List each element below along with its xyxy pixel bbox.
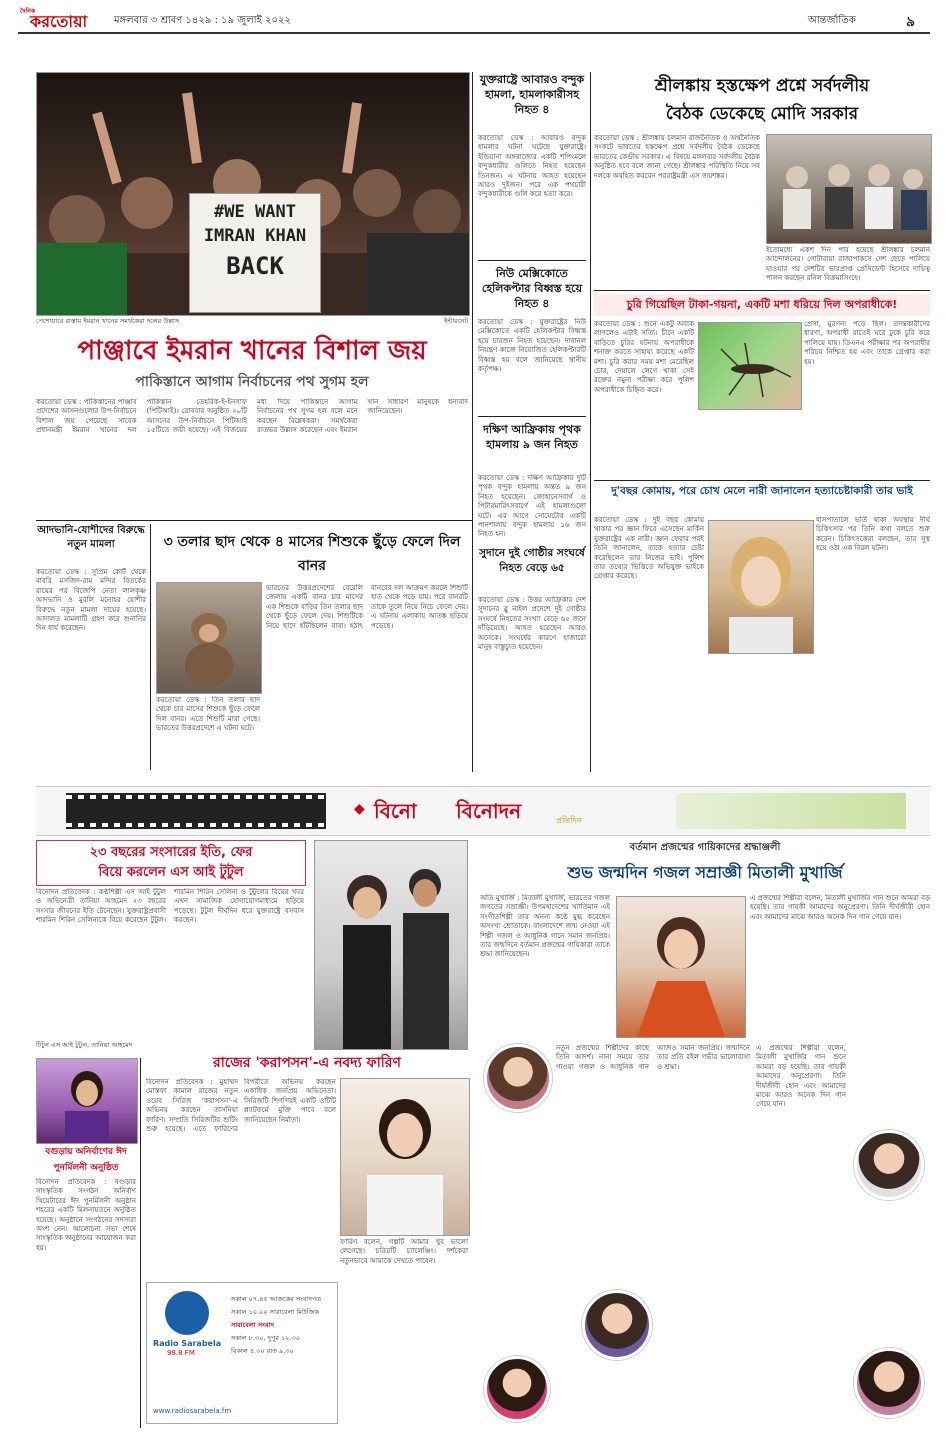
radio-schedule xyxy=(231,1293,335,1358)
section-name: আন্তর্জাতিক xyxy=(808,15,856,26)
singer-avatar xyxy=(484,1044,552,1112)
faring-body: বিনোদন প্রতিবেদক : মুহাম্মদ মোস্তফা কামাল রাজের নতুন ওয়েব সিরিজ 'করাপসন'-এ অভিনয় করছেন তাসনিয়া ফারিণ। সম্প্রতি সিরিজটির শুটিং শুরু হয়েছে। এতে ফারিণের বিপরীতে অভিনয় করছেন একাধিক জনপ্রিয় অভিনেতা। সিরিজটি শিগগিরই একটি ওটিটি প্ল্যাটফর্মে মুক্তি পাবে বলে জানিয়েছেন নির্মাতা। xyxy=(146,1078,336,1134)
radio-schedule-line: সকাল ৮.৩০, দুপুর ১২.৩০ xyxy=(231,1334,300,1342)
us-shooting-headline: যুক্তরাষ্ট্রে আবারও বন্দুক হামলা, হামলাকারীসহ নিহত ৪ xyxy=(479,73,585,116)
masthead xyxy=(18,8,930,30)
tutul-photo-caption: টিটুন এস আই টুটুল, তানিয়া আহমেদ xyxy=(36,1041,133,1049)
mitali-body-right: এ প্রজন্মের শিল্পীরা বলেন, মিতালী মুখার্জির গান শুনে আমরা বড় হয়েছি। তার গায়কী আমাদের অনুপ্রেরণা। তিনি দীর্ঘজীবী হোন এবং আমাদের মাঝে আরও অনেক দিন গান গেয়ে যান। xyxy=(756,1044,846,1109)
radio-schedule-line: সকাল ১০.০০ সারাবেলা মিউজিক xyxy=(231,1308,320,1316)
radio-logo-icon xyxy=(165,1291,209,1335)
mexico-headline: নিউ মেক্সিকোতে হেলিকপ্টার বিধ্বস্ত হয়ে নিহত ৪ xyxy=(481,267,583,310)
tutul-body: বিনোদন প্রতিবেদক : কণ্ঠশিল্পী এস আই টুটুল ও অভিনেত্রী তানিয়া আহমেদ ২৩ বছরের সংসার জীবনের ইতি টেনেছেন। যুক্তরাষ্ট্রপ্রবাসী শারমিন শিরিন সেলিনাকে বিয়ে করেছেন টুটুল। শারমিন শিরিন সেলিনা ও টুটুলের বিয়ের খবর এখন সামাজিক যোগাযোগমাধ্যমে ছড়িয়ে পড়েছে। টুটুল দীর্ঘদিন ধরে যুক্তরাষ্ট্রে বসবাস করছেন। xyxy=(36,888,304,925)
radio-ad xyxy=(146,1282,338,1424)
sign-line-1: #WE WANT xyxy=(214,202,296,222)
masthead-rule xyxy=(18,32,930,34)
singer-avatar xyxy=(582,1290,652,1360)
mosquito-body-continued: প্রেসা, মুরগন্য পড়ে ছিল। তদন্তকারীদের ধারণা, অপরাধী রাতেই ঘরে ঢুকে চুরি করে পালিয়ে যায়। ডিএনএ পরীক্ষার পর অপরাধীর পরিচয় নিশ্চিত হয় এবং তাকে গ্রেপ্তার করা হয়। xyxy=(804,320,930,366)
radio-schedule-line: সকাল ০৭.৪৫ আজকের সংবাদপত্র xyxy=(231,1295,322,1303)
mitali-portrait-illustration xyxy=(617,897,745,1037)
singer-avatar xyxy=(854,1130,924,1200)
monkey-body: ভারতের উত্তরপ্রদেশের বেরেলি জেলায় একটি বানর চার মাসের এক শিশুকে বাড়ির তিন তলার ছাদ থেকে ছুঁড়ে ফেলে দেয়। শিশুটিকে নিয়ে ছাদে হাঁটছিলেন বাবা। হঠাৎ বানরের দল আক্রমণ করলে শিশুটি হাত থেকে পড়ে যায়। পরে বানরটি তাকে তুলে নিয়ে নিচে ফেলে দেয়। এ ঘটনায় এলাকায় আতঙ্ক ছড়িয়ে পড়েছে। xyxy=(266,584,468,630)
divider xyxy=(594,480,930,481)
srilanka-headline-line-1: শ্রীলঙ্কায় হস্তক্ষেপ প্রশ্নে সর্বদলীয় xyxy=(654,76,870,96)
date-line: মঙ্গলবার ৩ শ্রাবণ ১৪২৯ : ১৯ জুলাই ২০২২ xyxy=(114,15,291,26)
mitali-body: অতি মুখার্জি : মিতালী মুখার্জি, ভারতের গজল জগতের সম্রাজ্ঞী। উপমহাদেশের খ্যাতিমান এই সংগীতশিল্পী তার অনন্য কণ্ঠে মুগ্ধ করেছেন অসংখ্য শ্রোতাকে। বাংলাদেশে জন্ম নেওয়া এই শিল্পী গজল ও আধুনিক গানে সমান জনপ্রিয়। তার জন্মদিনে বর্তমান প্রজন্মের গায়িকারা তাকে শ্রদ্ধা জানিয়েছেন। xyxy=(480,894,610,959)
srilanka-meeting-photo xyxy=(766,134,932,244)
mitali-body-continued: এ প্রজন্মের শিল্পীরা বলেন, মিতালী মুখার্জির গান শুনে আমরা বড় হয়েছি। তার গায়কী আমাদের অনুপ্রেরণা। তিনি দীর্ঘজীবী হোন এবং আমাদের মাঝে আরও অনেক দিন গান গেয়ে যান। xyxy=(750,894,930,921)
monkey-caption: করতোয়া ডেস্ক : তিন তলার ছাদ থেকে চার মাসের শিশুকে ছুঁড়ে ফেলে দিল বানর। এতে শিশুটি মারা গেছে। ভারতের উত্তরপ্রদেশে এ ঘটনা ঘটে। xyxy=(156,696,260,733)
mitali-photo xyxy=(616,896,746,1038)
tutul-portrait-photo xyxy=(314,840,468,1050)
film-strip-left xyxy=(66,793,326,829)
monkey-photo xyxy=(156,582,262,694)
imran-headline: পাঞ্জাবে ইমরান খানের বিশাল জয় xyxy=(77,336,427,366)
faring-portrait-illustration xyxy=(341,1079,469,1235)
coma-body: করতোয়া ডেস্ক : দুই বছর কোমায় থাকার পর জ্ঞান ফিরে এসেছেন মার্কিন যুক্তরাষ্ট্রের এক নারী। জ্ঞান ফেরার পরই তিনি জানালেন, তাকে হত্যার চেষ্টা করেছিলেন তার নিজের ভাই। পুলিশ তার তথ্যের ভিত্তিতে অভিযুক্ত ভাইকে গ্রেপ্তার করেছে। xyxy=(594,516,704,581)
column-divider xyxy=(150,524,151,770)
faring-headline: রাজের 'করাপসন'-এ নবদ্য ফারিণ xyxy=(213,1055,401,1071)
bogura-singer-photo xyxy=(36,1058,138,1144)
mosquito-icon xyxy=(699,323,801,409)
mosquito-headline: চুরি গিয়েছিল টাকা-গয়না, একটি মশা ধরিয়ে দিল অপরাধীকে! xyxy=(594,294,930,316)
radio-schedule-line: সারাবেলা সংবাদ xyxy=(231,1321,274,1329)
divider xyxy=(594,290,930,291)
radio-schedule-line: বিকাল ৪.৩০ রাত ৯.৩০ xyxy=(231,1347,294,1355)
imran-subheadline: পাকিস্তানে আগাম নির্বাচনের পথ সুগম হল xyxy=(135,374,369,390)
sign-line-2: IMRAN KHAN xyxy=(203,226,307,246)
column-divider xyxy=(590,72,591,772)
mitali-kicker: বর্তমান প্রজন্মের গায়িকাদের শ্রদ্ধাঞ্জলী xyxy=(629,842,781,853)
photo-credit: ইন্টারনেট xyxy=(444,317,468,325)
couple-portrait-illustration xyxy=(315,841,467,1049)
srilanka-body: করতোয়া ডেস্ক : শ্রীলঙ্কায় চলমান রাজনৈতিক ও অর্থনৈতিক সংকটে ভারতের হস্তক্ষেপ প্রশ্নে সর্বদলীয় বৈঠক ডেকেছে ভারতের কেন্দ্রীয় সরকার। এ বিষয়ে মঙ্গলবার সর্বদলীয় বৈঠক অনুষ্ঠিত হবে বলে জানা গেছে। শ্রীলঙ্কার পরিস্থিতি নিয়ে সব দলকে অবহিত করবেন পররাষ্ট্রমন্ত্রী এস জয়শঙ্কর। xyxy=(594,134,760,180)
radio-url: www.radiosarabela.fm xyxy=(153,1407,232,1415)
monkey-illustration xyxy=(157,583,261,693)
tutul-headline-line-2: বিয়ে করলেন এস আই টুটুল xyxy=(98,865,244,880)
radio-name: Radio Sarabela xyxy=(153,1339,222,1348)
banner-star-icon: ◆ xyxy=(354,801,365,817)
protest-photo xyxy=(36,72,470,316)
divider xyxy=(478,260,586,261)
column-divider xyxy=(472,72,473,772)
tutul-headline-line-1: ২৩ বছরের সংসারের ইতি, ফের xyxy=(89,845,253,860)
south-africa-body: করতোয়া ডেস্ক : দক্ষিণ আফ্রিকায় দুটি পৃথক বন্দুক হামলায় অন্তত ৯ জন নিহত হয়েছেন। জোহানেসবার্গ ও পিটারমারিৎসবার্গে এই হামলাগুলো ঘটে। এর আগে সোয়েটোর একটি পানশালায় বন্দুক হামলায় ১৬ জন নিহত হন। xyxy=(478,474,586,538)
radio-frequency: 98.8 FM xyxy=(167,1349,195,1357)
singer-illustration xyxy=(37,1059,137,1143)
singer-avatar xyxy=(854,1348,924,1418)
divider xyxy=(478,416,586,417)
sudan-body: করতোয়া ডেস্ক : উত্তর আফ্রিকার দেশ সুদানের ব্লু নাইল প্রদেশে দুই গোষ্ঠীর সংঘর্ষে নিহতের সংখ্যা বেড়ে ৬৫ জনে দাঁড়িয়েছে। আহত হয়েছেন আরও অনেকে। সংঘর্ষের কারণে হাজারো মানুষ বাস্তুচ্যুত হয়েছেন। xyxy=(478,596,586,652)
meeting-illustration xyxy=(767,135,931,243)
imran-body: করতোয়া ডেস্ক : পাকিস্তানের পাঞ্জাব প্রদেশের আসনগুলোর উপ-নির্বাচনে বিশাল জয় পেয়েছে সাবেক প্রধানমন্ত্রী ইমরান খানের দল পাকিস্তান তেহরিক-ই-ইনসাফ (পিটিআই)। রোববার অনুষ্ঠিত ২০টি আসনের উপ-নির্বাচনে পিটিআই ১৫টিতে জয়ী হয়েছে। এই বিজয়ের মধ্য দিয়ে পাকিস্তানে আগাম নির্বাচনের পথ সুগম হল বলে মনে করছেন বিশ্লেষকরা। সমর্থকেরা রাতভর উল্লাস করেছেন এবং ইমরান খান সাধারণ মানুষকে ধন্যবাদ জানিয়েছেন। xyxy=(36,398,468,435)
adivasi-headline: আদভানি-যোশীদের বিরুদ্ধে নতুন মামলা xyxy=(37,525,145,550)
bogura-headline: বগুড়ায় অনির্বাণের ঈদ পুনর্মিলনী অনুষ্ঠিত xyxy=(45,1147,127,1173)
mosquito-photo xyxy=(698,322,802,410)
divider xyxy=(36,520,472,521)
page-number: ৯ xyxy=(906,14,916,30)
bogura-body: বিনোদন প্রতিবেদক : বগুড়ার সাংস্কৃতিক সংগঠন অনির্বাণ থিয়েটারের ঈদ পুনর্মিলনী অনুষ্ঠান শহরের একটি মিলনায়তনে অনুষ্ঠিত হয়েছে। অনুষ্ঠানে সংগঠনের সদস্যরা অংশ নেন। আলোচনা সভা শেষে সাংস্কৃতিক অনুষ্ঠানের আয়োজন করা হয়। xyxy=(36,1178,136,1252)
adivasi-body: করতোয়া ডেস্ক : সুপ্রিম কোর্ট থেকে বাবরি মসজিদ-রাম মন্দির বিতর্কের রায়ের পর বিজেপি নেতা লালকৃষ্ণ আদভানি ও মুরলি মনোহর যোশীর বিরুদ্ধে নতুন মামলা দায়ের হয়েছে। আদালত মামলাটি গ্রহণ করে শুনানির দিন ধার্য করেছেন। xyxy=(36,568,146,633)
logo xyxy=(18,8,100,30)
entertainment-banner xyxy=(36,786,930,836)
srilanka-headline xyxy=(594,72,930,130)
monkey-headline: ৩ তলার ছাদ থেকে ৪ মাসের শিশুকে ছুঁড়ে ফেলে দিল বানর xyxy=(163,534,461,574)
faring-photo xyxy=(340,1078,470,1236)
mitali-body-detail: নতুন প্রজন্মের শিল্পীদের কাছে তিনি আদর্শ। নানা সময়ে তার গাওয়া গজল ও আধুনিক গান আজও সমান জনপ্রিয়। জন্মদিনে তার প্রতি রইল গভীর ভালোবাসা ও শ্রদ্ধা। xyxy=(556,1044,750,1071)
banner-subtitle: প্রতিদিন xyxy=(556,816,582,825)
mosquito-body: করতোয়া ডেস্ক : শুনে একটু অবাক লাগলেও এটাই সত্যি। চীনে একটি বাড়িতে চুরির ঘটনায় অপরাধীকে শনাক্ত করতে সাহায্য করেছে একটি মশা। চুরি করার সময় মশা মেরেছিল চোর, দেয়ালে লেগে থাকা সেই রক্তের নমুনা পরীক্ষা করে পুলিশ অপরাধীকে চিহ্নিত করে। xyxy=(594,320,694,394)
logo-top: দৈনিক xyxy=(20,8,36,15)
mitali-headline: শুভ জন্মদিন গজল সম্রাজ্ঞী মিতালী মুখার্জি xyxy=(567,863,843,882)
south-africa-headline: দক্ষিণ আফ্রিকায় পৃথক হামলায় ৯ জন নিহত xyxy=(483,423,581,451)
us-shooting-body: করতোয়া ডেস্ক : আবারও বন্দুক হামলার ঘটনা ঘটেছে যুক্তরাষ্ট্রে। ইন্ডিয়ানা অঙ্গরাজ্যের একটি শপিংমলে বন্দুকধারীর গুলিতে নিহত হয়েছেন তিনজন। এ ঘটনায় আহত হয়েছেন আরও দুইজন। পরে এক পথচারী বন্দুকধারীকে গুলি করে হত্যা করে। xyxy=(478,134,586,199)
coma-headline: দু'বছর কোমায়, পরে চোখ মেলে নারী জানালেন হত্যাচেষ্টাকারী তার ভাই xyxy=(611,485,913,497)
sudan-headline: সুদানে দুই গোষ্ঠীর সংঘর্ষে নিহত বেড়ে ৬৫ xyxy=(479,547,585,574)
faring-body-continued: ফারিণ বলেন, গল্পটি আমার খুব ভালো লেগেছে। চরিত্রটি চ্যালেঞ্জিং। দর্শকেরা নতুনভাবে আমাকে দেখতে পাবেন। xyxy=(340,1238,468,1265)
logo-text: করতোয়া xyxy=(30,12,88,31)
banner-title-left: বিনো xyxy=(374,799,417,823)
protest-sign xyxy=(189,193,321,313)
coma-body-continued: হাসপাতালে ভর্তি থাকা অবস্থায় দীর্ঘ চিকিৎসার পর তিনি কথা বলতে শুরু করেন। চিকিৎসকেরা বলছেন, তার সুস্থ হয়ে ওঠা এক বিরল ঘটনা। xyxy=(816,516,930,553)
column-divider xyxy=(140,1058,141,1428)
srilanka-headline-line-2: বৈঠক ডেকেছে মোদি সরকার xyxy=(665,104,859,124)
woman-portrait-illustration xyxy=(709,521,813,653)
film-strip-right xyxy=(676,793,906,829)
banner-title-right: বিনোদন xyxy=(456,799,522,823)
singer-avatar xyxy=(484,1356,550,1422)
photo-caption: পেশোয়ারে রাস্তায় ইমরান খানের সমর্থকেরা দলের উল্লাস xyxy=(36,317,180,325)
mexico-body: করতোয়া ডেস্ক : যুক্তরাষ্ট্রের নিউ মেক্সিকোতে একটি হেলিকপ্টার বিধ্বস্ত হয়ে চারজন নিহত হয়েছেন। দাবানল নিয়ন্ত্রণ কাজে নিয়োজিত হেলিকপ্টারটি বিধ্বস্ত হয় বলে জানিয়েছে স্থানীয় কর্তৃপক্ষ। xyxy=(478,318,586,374)
coma-woman-photo xyxy=(708,520,814,654)
sign-line-3: BACK xyxy=(226,252,284,280)
srilanka-body-continued: ইতোমধ্যে একশ দিন পার হয়েছে শ্রীলঙ্কার চলমান আন্দোলনের। গোটাবায়া রাজাপাকসে দেশ ছেড়ে পালিয়ে যাওয়ার পর দেশটির ভারপ্রাপ্ত প্রেসিডেন্ট হিসেবে দায়িত্ব পালন করছেন রনিল বিক্রমাসিংহে। xyxy=(766,246,930,283)
tutul-headline-box xyxy=(36,840,306,886)
